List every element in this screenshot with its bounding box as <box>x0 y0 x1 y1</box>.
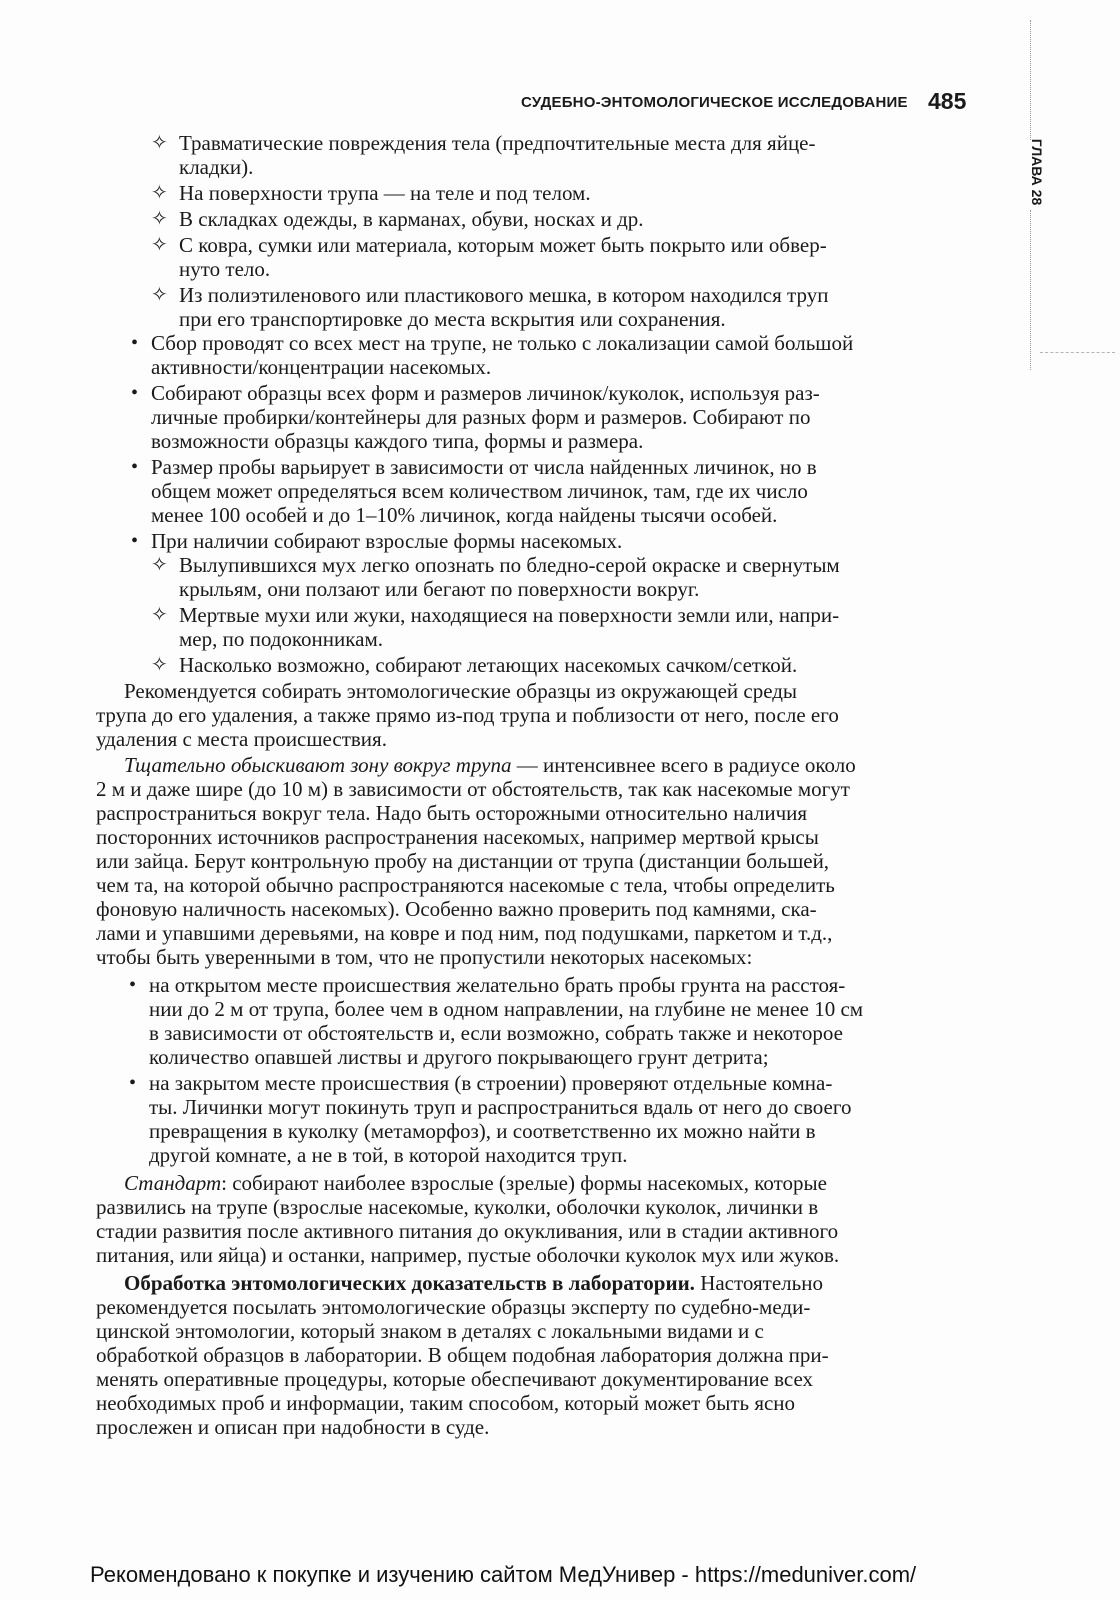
text-line: На поверхности трупа — на теле и под телом. <box>179 181 591 205</box>
text-line: ты. Личинки могут покинуть труп и распространиться вдаль от него до своего <box>149 1095 852 1119</box>
text-line: посторонних источников распространения насекомых, например мертвой крысы <box>96 825 819 849</box>
diamond-marker-icon: ✧ <box>151 654 168 676</box>
text-line: Сбор проводят со всех мест на трупе, не только с локализации самой большой <box>151 331 854 355</box>
text-line: При наличии собирают взрослые формы насекомых. <box>151 529 623 553</box>
text-line: Вылупившихся мух легко опознать по бледно-серой окраске и свернутым <box>179 553 840 577</box>
text-run: : собирают наиболее взрослые (зрелые) формы насекомых, которые <box>221 1171 827 1195</box>
text-line: Насколько возможно, собирают летающих насекомых сачком/сеткой. <box>179 653 798 677</box>
diamond-marker-icon: ✧ <box>151 234 168 256</box>
text-line: удаления с места происшествия. <box>96 727 387 751</box>
text-line: С ковра, сумки или материала, которым может быть покрыто или обвер- <box>179 233 827 257</box>
text-line: при его транспортировке до места вскрытия или сохранения. <box>179 307 726 331</box>
watermark-footer: Рекомендовано к покупке и изучению сайтом МедУнивер - https://meduniver.com/ <box>90 1562 917 1587</box>
text-line: стадии развития после активного питания до окукливания, или в стадии активного <box>96 1219 839 1243</box>
text-line: другой комнате, а не в той, в которой находится труп. <box>149 1143 628 1167</box>
text-line: кладки). <box>179 155 254 179</box>
text-line: фоновую наличность насекомых). Особенно важно проверить под камнями, ска- <box>96 897 817 921</box>
diamond-marker-icon: ✧ <box>151 132 168 154</box>
text-line: развились на трупе (взрослые насекомые, куколки, оболочки куколок, личинки в <box>96 1195 819 1219</box>
text-line: чем та, на которой обычно распространяются насекомые с тела, чтобы определить <box>96 873 835 897</box>
text-line: или зайца. Берут контрольную пробу на дистанции от трупа (дистанции большей, <box>96 849 830 873</box>
text-line <box>124 1171 827 1195</box>
bold-heading: Обработка энтомологических доказательств в лаборатории. <box>124 1271 695 1295</box>
text-line: Размер пробы варьирует в зависимости от числа найденных личинок, но в <box>151 455 817 479</box>
text-line <box>124 753 856 777</box>
text-line: крыльям, они ползают или бегают по поверхности вокруг. <box>179 577 700 601</box>
text-line: трупа до его удаления, а также прямо из-под трупа и поблизости от него, после его <box>96 703 839 727</box>
text-line: чтобы быть уверенными в том, что не пропустили некоторых насекомых: <box>96 945 753 969</box>
bullet-marker-icon: • <box>131 332 139 354</box>
bullet-marker-icon: • <box>131 456 139 478</box>
page-number: 485 <box>928 88 967 114</box>
text-line: менять оперативные процедуры, которые обеспечивают документирование всех <box>96 1367 814 1391</box>
italic-lead: Стандарт <box>124 1171 222 1195</box>
italic-lead: Тщательно обыскивают зону вокруг трупа <box>124 753 512 777</box>
text-line: превращения в куколку (метаморфоз), и соответственно их можно найти в <box>149 1119 816 1143</box>
text-line: мер, по подоконникам. <box>179 627 384 651</box>
margin-rule-top <box>1030 20 1031 140</box>
text-line: необходимых проб и информации, таким способом, который может быть ясно <box>96 1391 796 1415</box>
bullet-marker-icon: • <box>131 382 139 404</box>
text-line: Собирают образцы всех форм и размеров личинок/куколок, используя раз- <box>151 381 820 405</box>
running-header-title: СУДЕБНО-ЭНТОМОЛОГИЧЕСКОЕ ИССЛЕДОВАНИЕ <box>521 94 908 111</box>
text-line: прослежен и описан при надобности в суде. <box>96 1415 490 1439</box>
text-line: цинской энтомологии, который знаком в деталях с локальными видами и с <box>96 1319 764 1343</box>
text-line: на закрытом месте происшествия (в строении) проверяют отдельные комна- <box>149 1071 833 1095</box>
text-line: лами и упавшими деревьями, на ковре и под ним, под подушками, паркетом и т.д., <box>96 921 833 945</box>
text-line: в зависимости от обстоятельств и, если возможно, собрать также и некоторое <box>149 1021 843 1045</box>
text-line: личные пробирки/контейнеры для разных форм и размеров. Собирают по <box>151 405 811 429</box>
text-line: В складках одежды, в карманах, обуви, носках и др. <box>179 207 644 231</box>
bullet-marker-icon: • <box>131 530 139 552</box>
text-line: общем может определяться всем количеством личинок, там, где их число <box>151 479 808 503</box>
diamond-marker-icon: ✧ <box>151 182 168 204</box>
text-line: нии до 2 м от трупа, более чем в одном направлении, на глубине не менее 10 см <box>149 997 864 1021</box>
text-line <box>124 1271 823 1295</box>
margin-rule-bottom <box>1030 210 1031 370</box>
text-line: Из полиэтиленового или пластикового мешка, в котором находился труп <box>179 283 829 307</box>
text-line: возможности образцы каждого типа, формы и размера. <box>151 429 644 453</box>
text-line: Рекомендуется собирать энтомологические образцы из окружающей среды <box>124 679 798 703</box>
text-line: 2 м и даже шире (до 10 м) в зависимости от обстоятельств, так как насекомые могут <box>96 777 850 801</box>
diamond-marker-icon: ✧ <box>151 554 168 576</box>
text-line: рекомендуется посылать энтомологические образцы эксперту по судебно-меди- <box>96 1295 811 1319</box>
bullet-marker-icon: • <box>129 974 137 996</box>
text-run: — интенсивнее всего в радиусе около <box>511 753 856 777</box>
text-line: на открытом месте происшествия желательно брать пробы грунта на расстоя- <box>149 973 846 997</box>
text-line: обработкой образцов в лаборатории. В общем подобная лаборатория должна при- <box>96 1343 829 1367</box>
text-line: нуто тело. <box>179 257 271 281</box>
margin-dash <box>1040 352 1115 353</box>
text-line: распространиться вокруг тела. Надо быть осторожными относительно наличия <box>96 801 808 825</box>
text-line: Мертвые мухи или жуки, находящиеся на поверхности земли или, напри- <box>179 603 840 627</box>
text-line: количество опавшей листвы и другого покрывающего грунт детрита; <box>149 1045 769 1069</box>
text-line: менее 100 особей и до 1–10% личинок, когда найдены тысячи особей. <box>151 503 778 527</box>
text-line: активности/концентрации насекомых. <box>151 355 492 379</box>
diamond-marker-icon: ✧ <box>151 208 168 230</box>
diamond-marker-icon: ✧ <box>151 284 168 306</box>
diamond-marker-icon: ✧ <box>151 604 168 626</box>
text-run: Настоятельно <box>694 1271 823 1295</box>
text-line: Травматические повреждения тела (предпочтительные места для яйце- <box>179 131 816 155</box>
text-line: питания, или яйца) и останки, например, пустые оболочки куколок мух или жуков. <box>96 1243 840 1267</box>
chapter-tab-label: ГЛАВА 28 <box>1029 138 1045 206</box>
bullet-marker-icon: • <box>129 1072 137 1094</box>
